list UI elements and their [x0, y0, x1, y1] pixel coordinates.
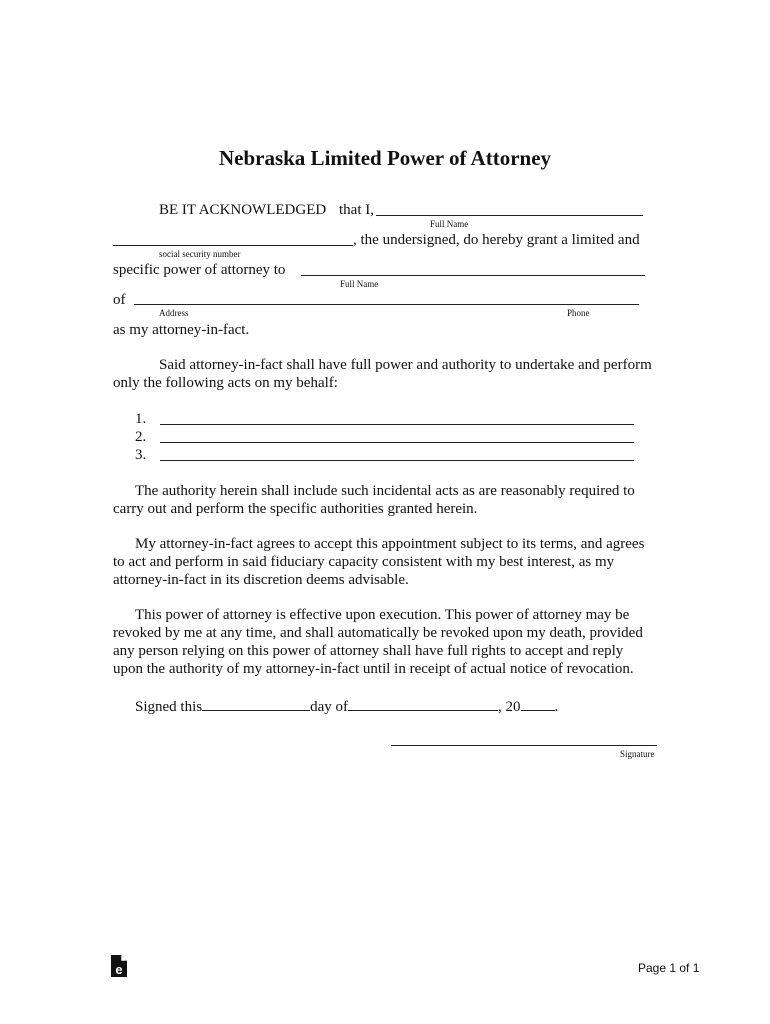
signature-field[interactable] [391, 745, 657, 746]
signed-day-field[interactable] [202, 696, 310, 711]
incidental-acts-paragraph: The authority herein shall include such incidental acts as are reasonably required to carry out and perform the specific authorities granted herein. [113, 483, 635, 517]
ssn-field[interactable] [113, 245, 353, 246]
that-i-text: that I, [339, 202, 374, 218]
acknowledged-text: BE IT ACKNOWLEDGED [159, 202, 327, 218]
specific-power-text: specific power of attorney to [113, 262, 286, 278]
day-of-text: day of [310, 699, 348, 715]
ssn-caption: social security number [159, 249, 241, 259]
signed-this-text: Signed this [135, 699, 203, 715]
document-title: Nebraska Limited Power of Attorney [218, 146, 552, 170]
act-2-field[interactable] [160, 442, 634, 443]
attorney-full-name-caption: Full Name [340, 279, 379, 289]
e-document-icon-graphic [111, 955, 127, 977]
principal-full-name-field[interactable] [376, 215, 643, 216]
act-3-field[interactable] [160, 460, 634, 461]
principal-full-name-caption: Full Name [430, 219, 469, 229]
address-caption: Address [159, 308, 189, 318]
period-text: . [554, 699, 559, 715]
effective-revocation-paragraph: This power of attorney is effective upon execution. This power of attorney may be revoked by me at any time, and shall automatically be revoked upon my death, provided any person relying on this power of attorney shall have full rights to accept and reply upon the authority of my attorney-in-fact until in receipt of actual notice of revocation. [113, 607, 643, 677]
signature-caption: Signature [620, 749, 655, 759]
of-text: of [113, 292, 126, 308]
signed-month-field[interactable] [348, 696, 498, 711]
page-number: Page 1 of 1 [638, 961, 700, 975]
act-1-field[interactable] [160, 424, 634, 425]
attorney-address-phone-field[interactable] [134, 304, 639, 305]
acts-paragraph: Said attorney-in-fact shall have full power and authority to undertake and perform only the following acts on my behalf: [113, 357, 652, 391]
signed-year-field[interactable] [521, 696, 555, 711]
attorney-full-name-field[interactable] [301, 275, 645, 276]
attorney-in-fact-text: as my attorney-in-fact. [113, 322, 250, 338]
undersigned-text: , the undersigned, do hereby grant a limited and [353, 232, 640, 248]
svg-text:e: e [115, 962, 123, 977]
signed-date-line [135, 696, 558, 716]
act-number-3: 3. [135, 447, 147, 463]
agreement-paragraph: My attorney-in-fact agrees to accept this appointment subject to its terms, and agrees to act and perform in said fiduciary capacity consistent with my best interest, as my attorney-in-fact in its discretion deems advisable. [113, 536, 645, 588]
e-document-icon [111, 955, 127, 977]
act-number-2: 2. [135, 429, 147, 445]
act-number-1: 1. [135, 411, 147, 427]
phone-caption: Phone [567, 308, 590, 318]
year-prefix-text: , 20 [498, 699, 521, 715]
